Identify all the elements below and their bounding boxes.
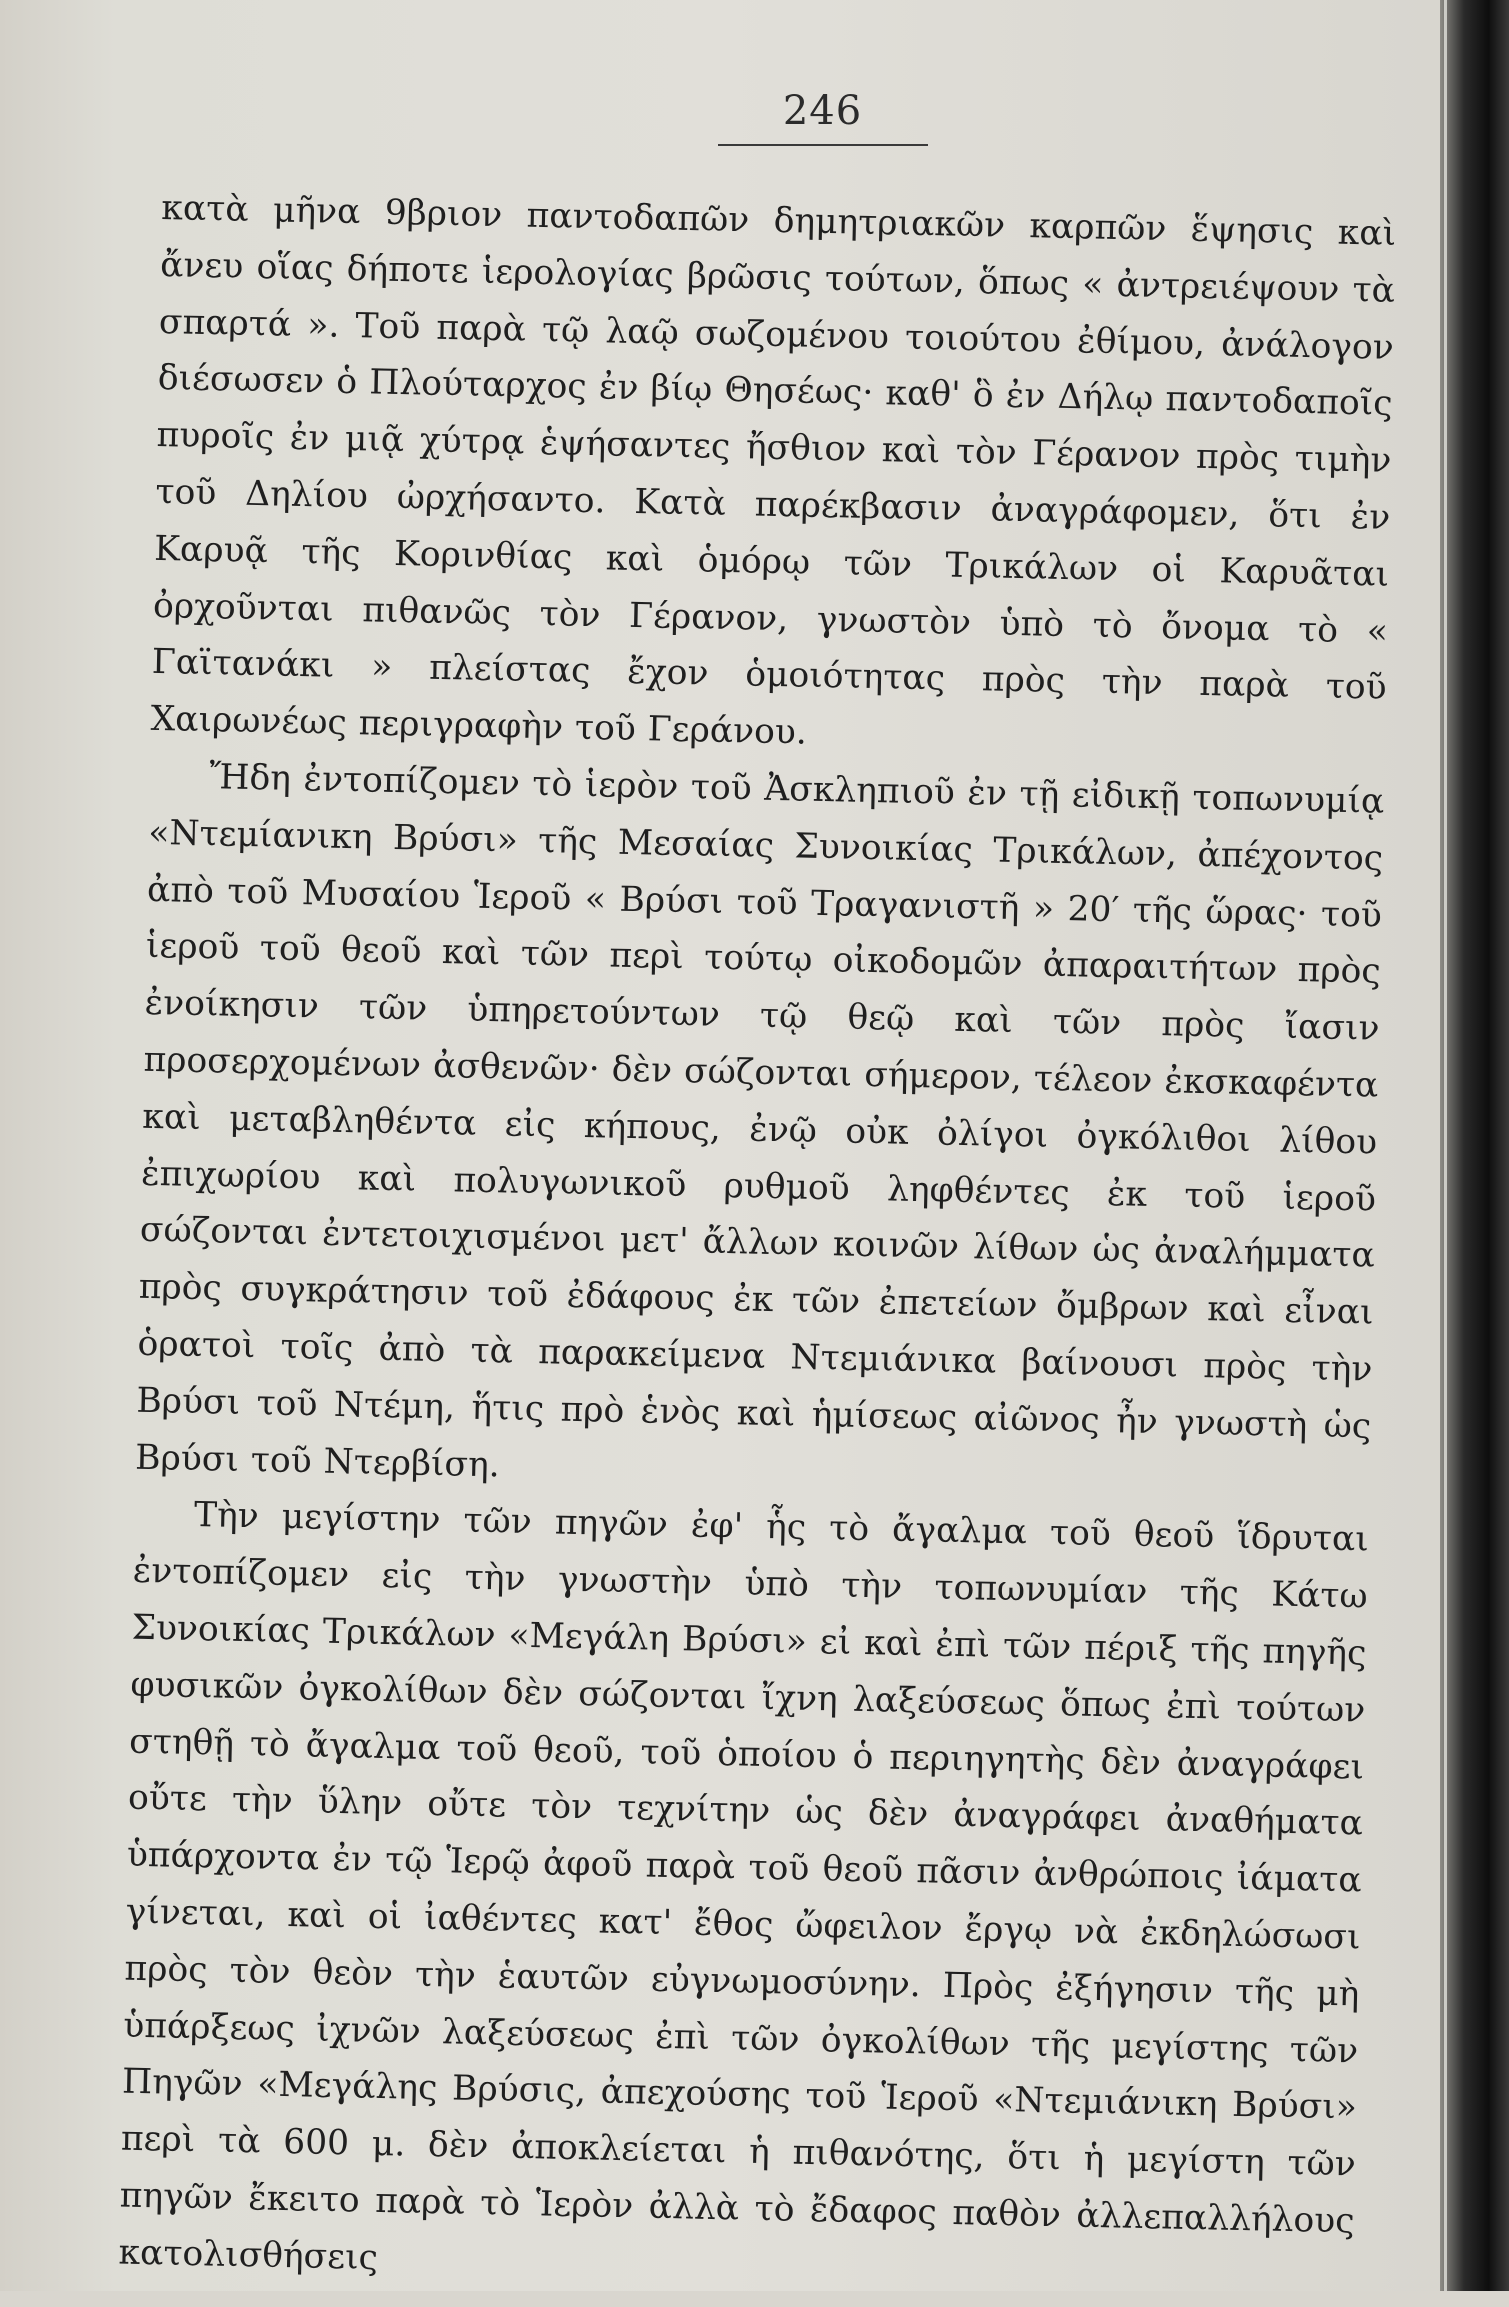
paragraph-2: Ἤδη ἐντοπίζομεν τὸ ἱερὸν τοῦ Ἀσκληπιοῦ ἐν τῇ εἰδικῇ τοπωνυμίᾳ «Ντεμίανικη Βρύσι» τῆς Μεσαίας Συνοικίας Τρικάλων, ἀπέχοντος ἀπὸ τοῦ Μυσαίου Ἱεροῦ « Βρύσι τοῦ Τραγανιστῆ » 20′ τῆς ὥρας· τοῦ ἱεροῦ τοῦ θεοῦ καὶ τῶν περὶ τούτῳ οἰκοδομῶν ἀπαραιτήτων πρὸς ἐνοίκησιν τῶν ὑπηρετούντων τῷ θεῷ καὶ τῶν πρὸς ἴασιν προσερχομένων ἀσθενῶν· δὲν σώζονται σήμερον, τέλεον ἐκσκαφέντα καὶ μεταβληθέντα εἰς κήπους, ἐνῷ οὐκ ὀλίγοι ὀγκόλιθοι λίθου ἐπιχωρίου καὶ πολυγωνικοῦ ρυθμοῦ ληφθέντες ἐκ τοῦ ἱεροῦ σώζονται ἐντετοιχισμένοι μετ' ἄλλων κοινῶν λίθων ὡς ἀναλήμματα πρὸς συγκράτησιν τοῦ ἐδάφους ἐκ τῶν ἐπετείων ὄμβρων καὶ εἶναι ὁρατοὶ τοῖς ἀπὸ τὰ παρακείμενα Ντεμιάνικα βαίνουσι πρὸς τὴν Βρύσι τοῦ Ντέμη, ἥτις πρὸ ἑνὸς καὶ ἡμίσεως αἰῶνος ἦν γνωστὴ ὡς Βρύσι τοῦ Ντερβίση. (134, 757, 1385, 1485)
paragraph-1: κατὰ μῆνα 9βριον παντοδαπῶν δημητριακῶν καρπῶν ἕψησις καὶ ἄνευ οἵας δήποτε ἱερολογίας βρῶσις τούτων, ὅπως « ἀντρειέψουν τὰ σπαρτά ». Τοῦ παρὰ τῷ λαῷ σωζομένου τοιούτου ἐθίμου, ἀνάλογον διέσωσεν ὁ Πλούταρχος ἐν βίῳ Θησέως· καθ' ὃ ἐν Δήλῳ παντοδαποῖς πυροῖς ἐν μιᾷ χύτρᾳ ἑψήσαντες ἤσθιον καὶ τὸν Γέρανον πρὸς τιμὴν τοῦ Δηλίου ὠρχήσαντο. Κατὰ παρέκβασιν ἀναγράφομεν, ὅτι ἐν Καρυᾷ τῆς Κορινθίας καὶ ὁμόρῳ τῶν Τρικάλων οἱ Καρυᾶται ὀρχοῦνται πιθανῶς τὸν Γέρανον, γνωστὸν ὑπὸ τὸ ὄνομα τὸ « Γαϊτανάκι » πλείστας ἔχον ὁμοιότητας πρὸς τὴν παρὰ τοῦ Χαιρωνέως περιγραφὴν τοῦ Γεράνου. (150, 187, 1397, 753)
paragraph-3: Τὴν μεγίστην τῶν πηγῶν ἐφ' ἧς τὸ ἄγαλμα τοῦ θεοῦ ἵδρυται ἐντοπίζομεν εἰς τὴν γνωστὴν ὑπὸ τὴν τοπωνυμίαν τῆς Κάτω Συνοικίας Τρικάλων «Μεγάλη Βρύσι» εἰ καὶ ἐπὶ τῶν πέριξ τῆς πηγῆς φυσικῶν ὀγκολίθων δὲν σώζονται ἴχνη λαξεύσεως ὅπως ἐπὶ τούτων στηθῇ τὸ ἄγαλμα τοῦ θεοῦ, τοῦ ὁποίου ὁ περιηγητὴς δὲν ἀναγράφει οὔτε τὴν ὕλην οὔτε τὸν τεχνίτην ὡς δὲν ἀναγράφει ἀναθήματα ὑπάρχοντα ἐν τῷ Ἱερῷ ἀφοῦ παρὰ τοῦ θεοῦ πᾶσιν ἀνθρώποις ἰάματα γίνεται, καὶ οἱ ἰαθέντες κατ' ἔθος ὤφειλον ἔργῳ νὰ ἐκδηλώσωσι πρὸς τὸν θεὸν τὴν ἑαυτῶν εὐγνωμοσύνην. Πρὸς ἐξήγησιν τῆς μὴ ὑπάρξεως ἰχνῶν λαξεύσεως ἐπὶ τῶν ὀγκολίθων τῆς μεγίστης τῶν Πηγῶν «Μεγάλης Βρύσις, ἀπεχούσης τοῦ Ἱεροῦ «Ντεμιάνικη Βρύσι» περὶ τὰ 600 μ. δὲν ἀποκλείεται ἡ πιθανότης, ὅτι ἡ μεγίστη τῶν πηγῶν ἔκειτο παρὰ τὸ Ἱερὸν ἀλλὰ τὸ ἔδαφος παθὸν ἀλλεπαλλήλους κατολισθήσεις (118, 1495, 1370, 2278)
page-header (715, 88, 930, 146)
header-rule (718, 144, 928, 146)
body-text (118, 180, 1397, 2307)
book-binding-edge (1440, 0, 1509, 2291)
page-number: 246 (782, 88, 863, 134)
